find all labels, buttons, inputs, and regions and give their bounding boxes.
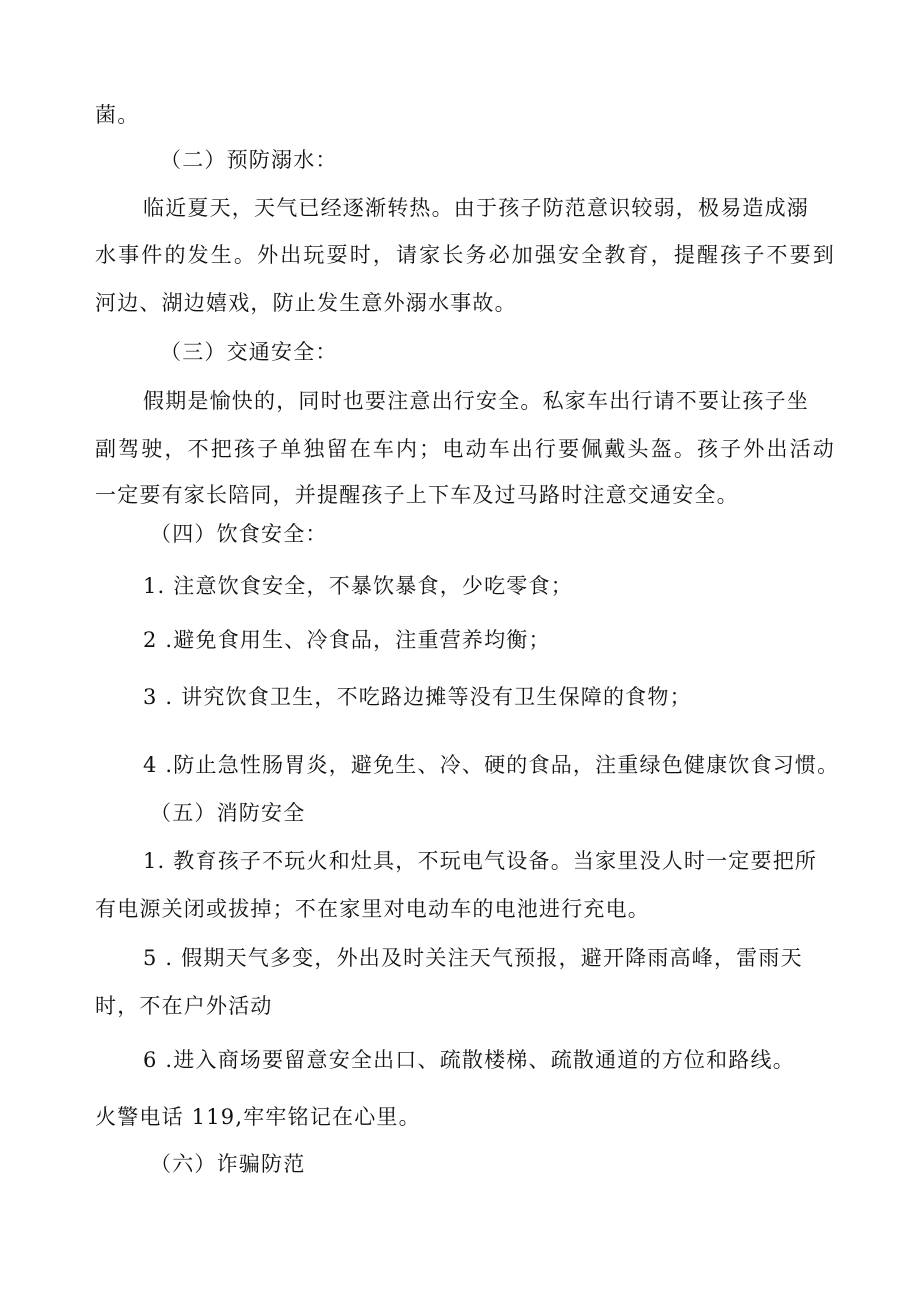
section-heading-traffic: （三）交通安全：	[160, 340, 338, 364]
text-line: 有电源关闭或拔掉；不在家里对电动车的电池进行充电。	[95, 897, 650, 921]
text-line: 时，不在户外活动	[95, 994, 273, 1018]
text-line: 河边、湖边嬉戏，防止发生意外溺水事故。	[95, 291, 517, 315]
text-line: 水事件的发生。外出玩耍时，请家长务必加强安全教育，提醒孩子不要到	[95, 243, 835, 267]
text-line: 一定要有家长陪同，并提醒孩子上下车及过马路时注意交通安全。	[95, 483, 739, 507]
section-heading-fire: （五）消防安全	[150, 801, 306, 825]
text-line: 菌。	[95, 103, 140, 127]
text-line: 火警电话 119,牢牢铭记在心里。	[95, 1105, 421, 1129]
list-item: 5 . 假期天气多变，外出及时关注天气预报，避开降雨高峰，雷雨天	[143, 946, 803, 970]
list-item: 6 .进入商场要留意安全出口、疏散楼梯、疏散通道的方位和路线。	[143, 1048, 795, 1072]
list-item: 3 . 讲究饮食卫生，不吃路边摊等没有卫生保障的食物；	[143, 685, 692, 709]
section-heading-fraud: （六）诈骗防范	[150, 1152, 306, 1176]
list-item: 2 .避免食用生、冷食品，注重营养均衡；	[143, 628, 551, 652]
list-item: 4 .防止急性肠胃炎，避免生、冷、硬的食品，注重绿色健康饮食习惯。	[143, 753, 840, 777]
text-line: 假期是愉快的，同时也要注意出行安全。私家车出行请不要让孩子坐	[143, 389, 809, 413]
text-line: 副驾驶，不把孩子单独留在车内；电动车出行要佩戴头盔。孩子外出活动	[95, 437, 835, 461]
text-line: 临近夏天，天气已经逐渐转热。由于孩子防范意识较弱，极易造成溺	[143, 196, 809, 220]
section-heading-food: （四）饮食安全：	[150, 522, 328, 546]
section-heading-drowning: （二）预防溺水：	[160, 148, 338, 172]
list-item: 1. 教育孩子不玩火和灶具，不玩电气设备。当家里没人时一定要把所	[143, 849, 818, 873]
list-item: 1. 注意饮食安全，不暴饮暴食，少吃零食；	[143, 574, 573, 598]
